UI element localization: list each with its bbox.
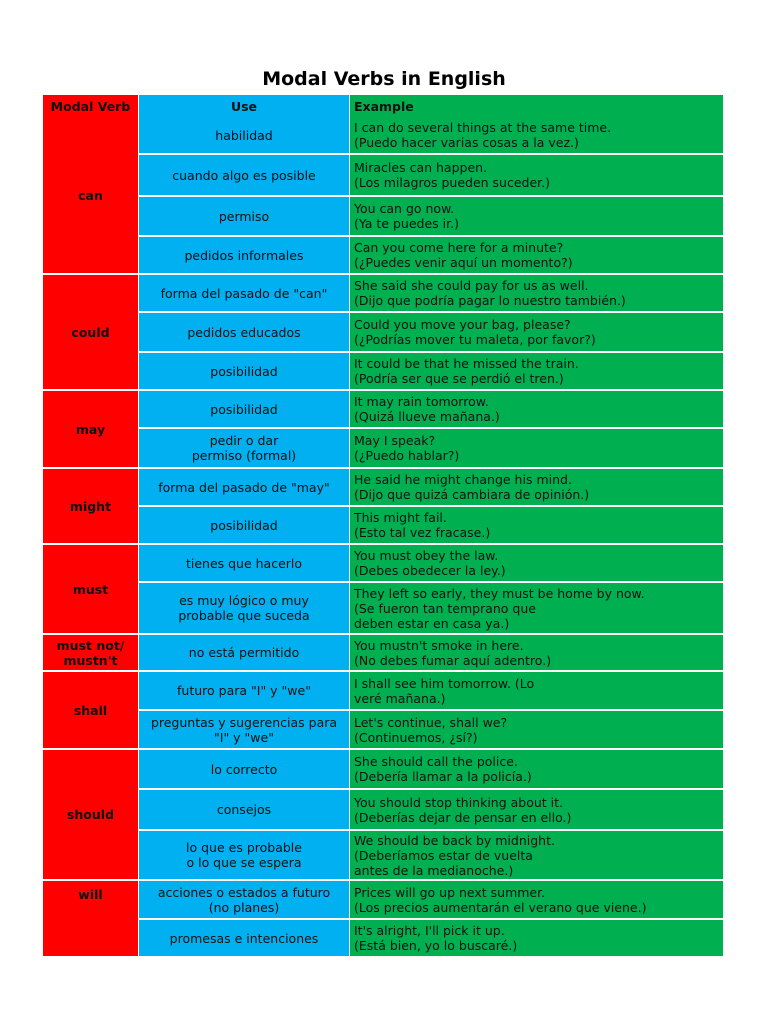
modal-verb-cell: shall bbox=[43, 672, 138, 748]
example-cell: May I speak? (¿Puedo hablar?) bbox=[350, 429, 723, 467]
use-cell: pedidos informales bbox=[139, 237, 349, 273]
example-cell: You mustn't smoke in here. (No debes fumar aquí adentro.) bbox=[350, 635, 723, 670]
example-cell: Prices will go up next summer. (Los precios aumentarán el verano que viene.) bbox=[350, 881, 723, 918]
modal-verb-cell: will bbox=[43, 881, 138, 956]
example-cell: Let's continue, shall we? (Continuemos, ¿sí?) bbox=[350, 711, 723, 748]
example-cell: It could be that he missed the train. (Podría ser que se perdió el tren.) bbox=[350, 353, 723, 389]
use-cell: lo correcto bbox=[139, 750, 349, 788]
use-cell: promesas e intenciones bbox=[139, 920, 349, 956]
header-modal-verb: Modal Verb bbox=[43, 95, 138, 117]
use-cell: acciones o estados a futuro (no planes) bbox=[139, 881, 349, 918]
use-cell: forma del pasado de "can" bbox=[139, 275, 349, 311]
modal-verb-cell: can bbox=[43, 117, 138, 273]
modal-verb-cell: should bbox=[43, 750, 138, 879]
use-cell: tienes que hacerlo bbox=[139, 545, 349, 581]
modal-verb-cell: could bbox=[43, 275, 138, 389]
example-cell: I can do several things at the same time. (Puedo hacer varias cosas a la vez.) bbox=[350, 117, 723, 153]
example-cell: They left so early, they must be home by now. (Se fueron tan temprano que deben estar en casa ya.) bbox=[350, 583, 723, 633]
example-cell: It may rain tomorrow. (Quizá llueve mañana.) bbox=[350, 391, 723, 427]
use-cell: preguntas y sugerencias para "I" y "we" bbox=[139, 711, 349, 748]
header-use: Use bbox=[139, 95, 349, 117]
use-cell: posibilidad bbox=[139, 353, 349, 389]
example-cell: Can you come here for a minute? (¿Puedes venir aquí un momento?) bbox=[350, 237, 723, 273]
example-cell: This might fail. (Esto tal vez fracase.) bbox=[350, 507, 723, 543]
example-cell: Miracles can happen. (Los milagros pueden suceder.) bbox=[350, 155, 723, 195]
modal-verb-cell: may bbox=[43, 391, 138, 467]
example-cell: You can go now. (Ya te puedes ir.) bbox=[350, 197, 723, 235]
modal-verbs-table bbox=[43, 95, 723, 964]
example-cell: It's alright, I'll pick it up. (Está bien, yo lo buscaré.) bbox=[350, 920, 723, 956]
page-title: Modal Verbs in English bbox=[262, 68, 506, 90]
use-cell: pedir o dar permiso (formal) bbox=[139, 429, 349, 467]
use-cell: permiso bbox=[139, 197, 349, 235]
use-cell: futuro para "I" y "we" bbox=[139, 672, 349, 709]
example-cell: She said she could pay for us as well. (Dijo que podría pagar lo nuestro también.) bbox=[350, 275, 723, 311]
example-cell: You should stop thinking about it. (Deberías dejar de pensar en ello.) bbox=[350, 790, 723, 829]
modal-verb-cell: must bbox=[43, 545, 138, 633]
example-cell: Could you move your bag, please? (¿Podrías mover tu maleta, por favor?) bbox=[350, 313, 723, 351]
use-cell: no está permitido bbox=[139, 635, 349, 670]
use-cell: lo que es probable o lo que se espera bbox=[139, 831, 349, 879]
example-cell: You must obey the law. (Debes obedecer la ley.) bbox=[350, 545, 723, 581]
use-cell: pedidos educados bbox=[139, 313, 349, 351]
modal-verb-cell: must not/ mustn't bbox=[43, 635, 138, 670]
use-cell: cuando algo es posible bbox=[139, 155, 349, 195]
use-cell: forma del pasado de "may" bbox=[139, 469, 349, 505]
use-cell: habilidad bbox=[139, 117, 349, 153]
use-cell: consejos bbox=[139, 790, 349, 829]
use-cell: es muy lógico o muy probable que suceda bbox=[139, 583, 349, 633]
use-cell: posibilidad bbox=[139, 507, 349, 543]
use-cell: posibilidad bbox=[139, 391, 349, 427]
header-example: Example bbox=[350, 95, 723, 117]
example-cell: She should call the police. (Debería llamar a la policía.) bbox=[350, 750, 723, 788]
modal-verb-cell: might bbox=[43, 469, 138, 543]
example-cell: He said he might change his mind. (Dijo que quizá cambiara de opinión.) bbox=[350, 469, 723, 505]
example-cell: We should be back by midnight. (Deberíamos estar de vuelta antes de la medianoche.) bbox=[350, 831, 723, 879]
example-cell: I shall see him tomorrow. (Lo veré mañana.) bbox=[350, 672, 723, 709]
